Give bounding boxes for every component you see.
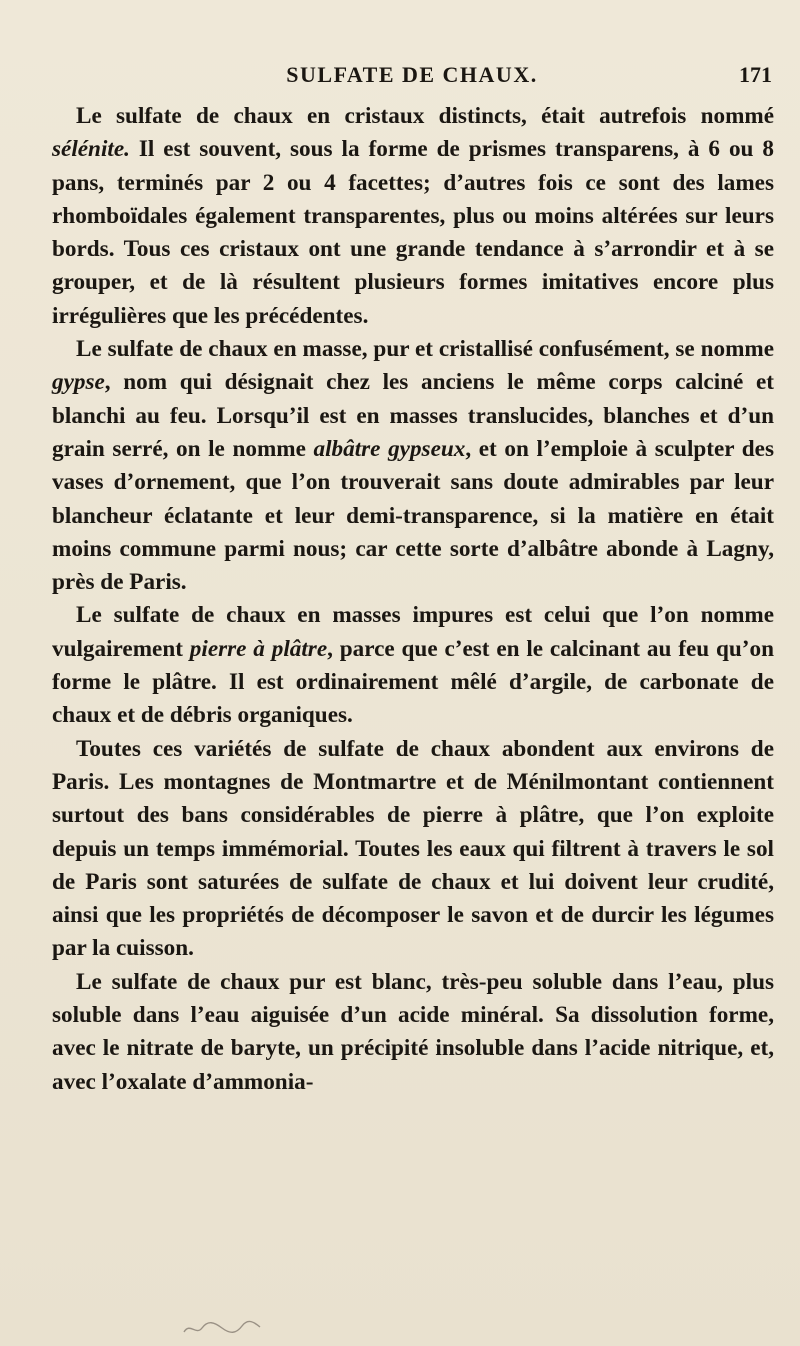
ink-smudge-mark (182, 1318, 262, 1338)
paragraph-2 (52, 333, 774, 599)
paragraph-4 (52, 733, 774, 966)
paragraph-5 (52, 966, 774, 1099)
paragraph-text: Le sulfate de chaux en masses impures est celui que l’on nomme vulgairement (52, 602, 774, 662)
italic-term: albâtre gypseux (313, 435, 466, 462)
paragraph-text: , nom qui désignait chez les anciens le même corps calciné et blanchi au feu. Lorsqu’il est en masses translucides, blanches et d’un grain serré, on le nomme (52, 369, 774, 462)
body-text (52, 100, 774, 1099)
italic-term: pierre à plâtre (189, 635, 328, 662)
paragraph-text: Toutes ces variétés de sulfate de chaux abondent aux environs de Paris. Les montagnes de Montmartre et de Ménilmontant contiennent surtout des bans considérables de pierre à plâtre, que l’on exploite depuis un temps immémorial. Toutes les eaux qui filtrent à travers le sol de Paris sont saturées de sulfate de chaux et lui doivent leur crudité, ainsi que les propriétés de décomposer le savon et de durcir les légumes par la cuisson. (52, 735, 774, 962)
italic-term: sélénite. (52, 136, 130, 163)
paragraph-text: Le sulfate de chaux en masse, pur et cristallisé confusément, se nomme (76, 336, 774, 363)
paragraph-text: , et on l’emploie à sculpter des vases d’ornement, que l’on trouverait sans doute admirables par leur blancheur éclatante et leur demi-transparence, si la matière en était moins commune parmi nous; car cette sorte d’albâtre abonde à Lagny, près de Paris. (52, 435, 774, 596)
page-header (52, 62, 772, 96)
page-number: 171 (739, 62, 772, 87)
paragraph-1 (52, 100, 774, 333)
running-head: SULFATE DE CHAUX. (286, 62, 538, 87)
paragraph-text: Il est souvent, sous la forme de prismes transparens, à 6 ou 8 pans, terminés par 2 ou 4 facettes; d’autres fois ce sont des lames rhomboïdales également transparentes, plus ou moins altérées sur leurs bords. Tous ces cristaux ont une grande tendance à s’arrondir et à se grouper, et de là résultent plusieurs formes imitatives encore plus irrégulières que les précédentes. (52, 136, 774, 329)
paragraph-text: Le sulfate de chaux en cristaux distincts, était autrefois nommé (76, 103, 774, 129)
paragraph-text: Le sulfate de chaux pur est blanc, très-peu soluble dans l’eau, plus soluble dans l’eau aiguisée d’un acide minéral. Sa dissolution forme, avec le nitrate de baryte, un précipité insoluble dans l’acide nitrique, et, avec l’oxalate d’ammonia- (52, 968, 774, 1095)
italic-term: gypse (52, 369, 105, 396)
paragraph-3 (52, 599, 774, 732)
paragraph-text: , parce que c’est en le calcinant au feu qu’on forme le plâtre. Il est ordinairement mêlé d’argile, de carbonate de chaux et de débris organiques. (52, 635, 775, 729)
